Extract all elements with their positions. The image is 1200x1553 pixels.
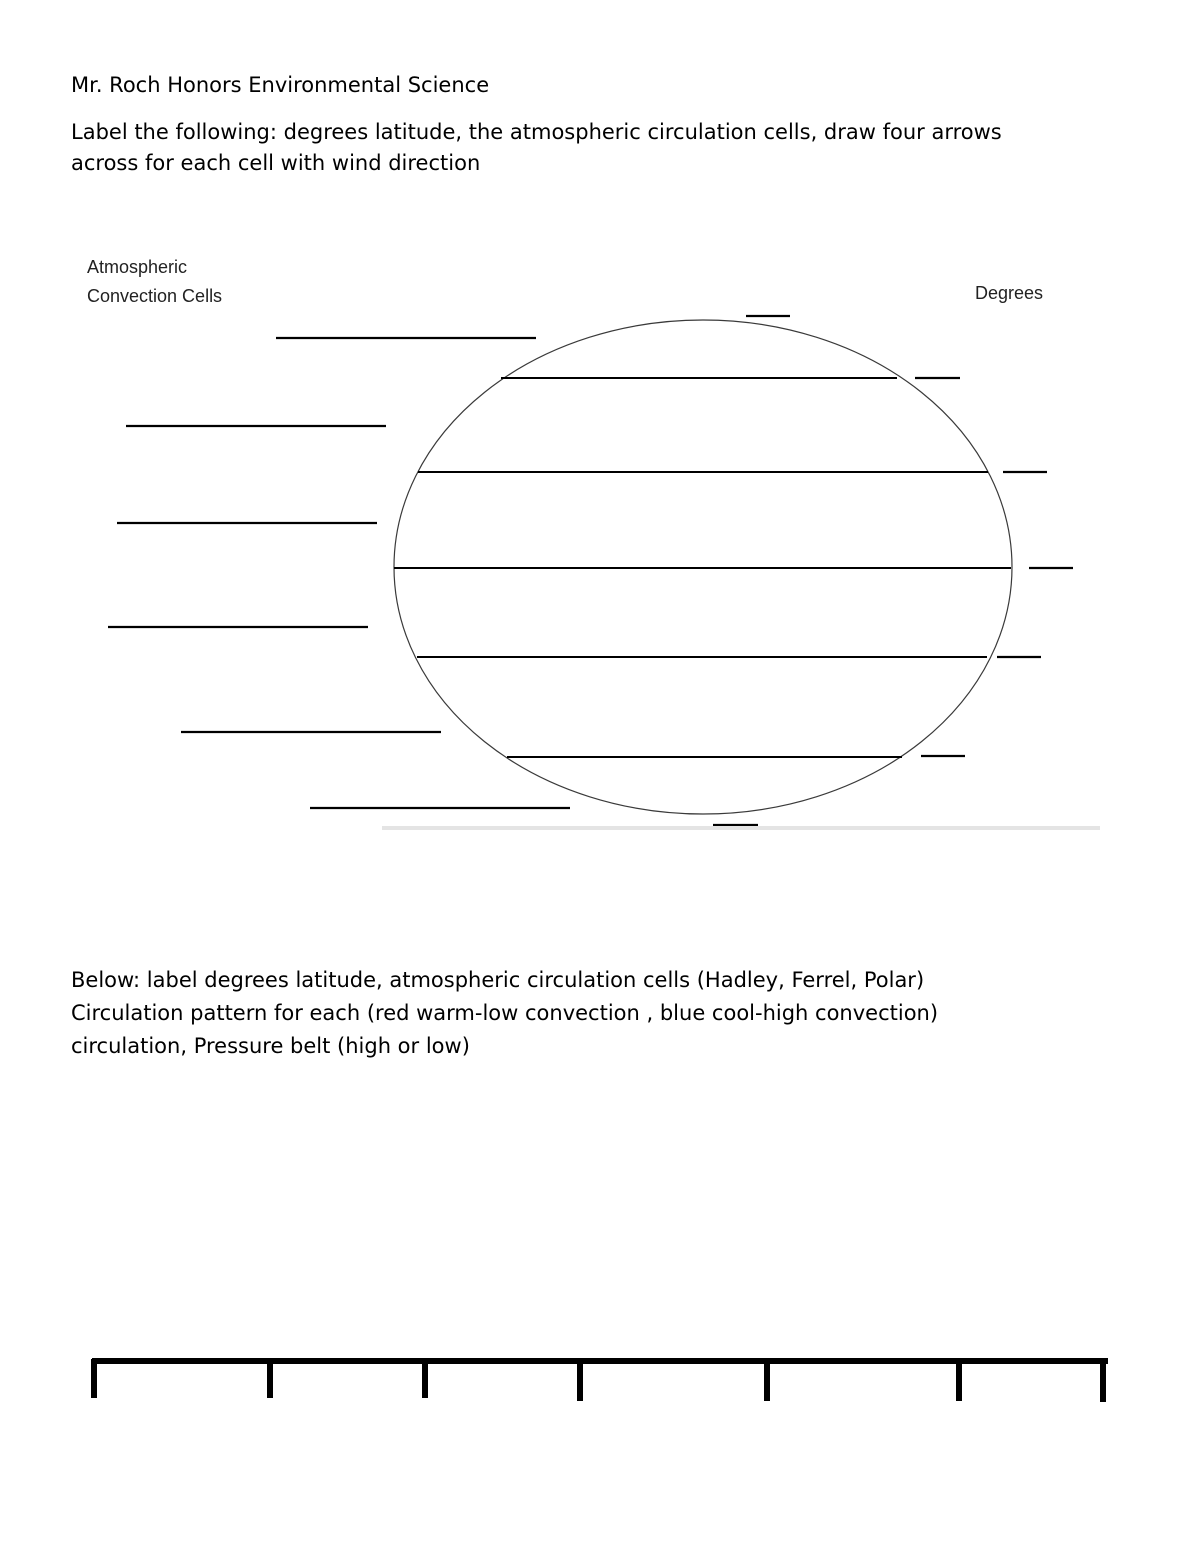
degrees-label: Degrees <box>975 283 1044 303</box>
convection-cells-label-line: Atmospheric <box>87 257 188 277</box>
convection-cells-label-line: Convection Cells <box>87 286 223 306</box>
instruction-line: Label the following: degrees latitude, the atmospheric circulation cells, draw four arrows <box>71 120 1002 144</box>
instruction-line: Circulation pattern for each (red warm-low convection , blue cool-high convection) <box>71 1001 939 1025</box>
instruction-line: Below: label degrees latitude, atmospheric circulation cells (Hadley, Ferrel, Polar) <box>71 968 925 992</box>
page-title: Mr. Roch Honors Environmental Science <box>71 73 490 97</box>
instruction-line: circulation, Pressure belt (high or low) <box>71 1034 470 1058</box>
instruction-line: across for each cell with wind direction <box>71 151 481 175</box>
instructions-bottom <box>71 964 1151 1063</box>
